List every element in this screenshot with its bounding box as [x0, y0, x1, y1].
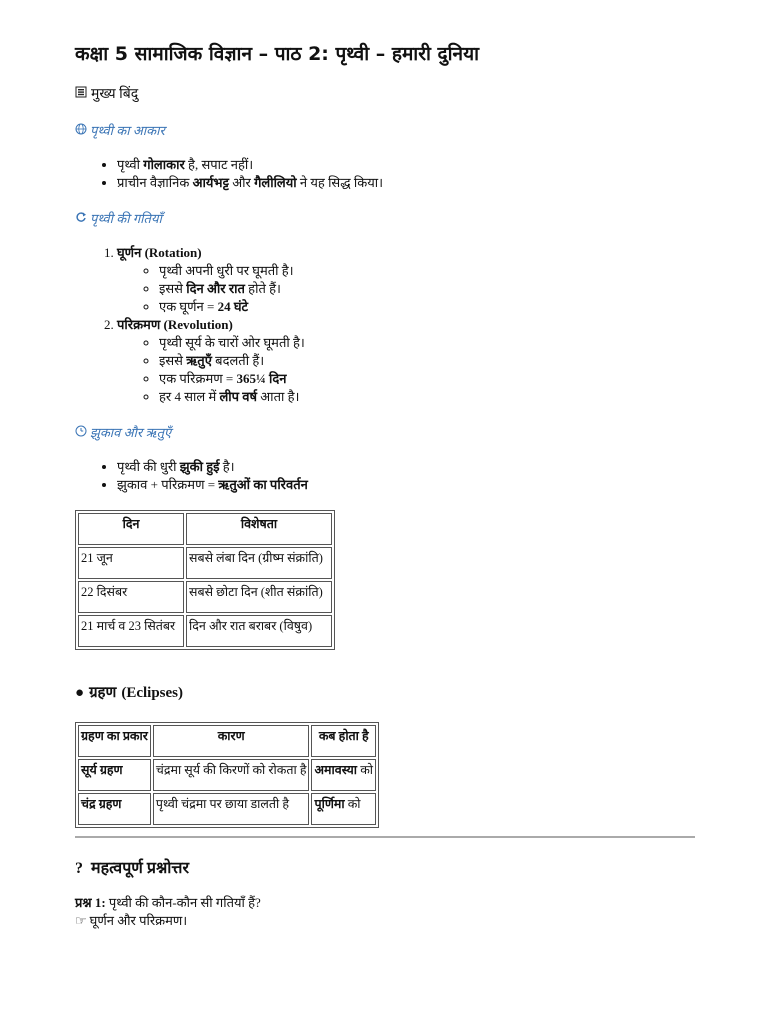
section-shape-heading: पृथ्वी का आकार	[75, 122, 695, 140]
section-tilt-heading: झुकाव और ऋतुएँ	[75, 424, 695, 442]
table-cell: सबसे लंबा दिन (ग्रीष्म संक्रांति)	[186, 547, 332, 579]
eclipse-table	[75, 722, 379, 828]
table-row	[78, 547, 332, 579]
table-row	[78, 793, 376, 825]
table-cell: पृथ्वी चंद्रमा पर छाया डालती है	[153, 793, 310, 825]
table-header: विशेषता	[186, 513, 332, 545]
table-cell: सूर्य ग्रहण	[78, 759, 151, 791]
list-item: ◦ एक घूर्णन = 24 घंटे	[159, 298, 695, 316]
table-cell: अमावस्या को	[311, 759, 376, 791]
table-cell: दिन और रात बराबर (विषुव)	[186, 615, 332, 647]
list-item: ◦ हर 4 साल में लीप वर्ष आता है।	[159, 388, 695, 406]
table-cell: 21 जून	[78, 547, 184, 579]
table-header: दिन	[78, 513, 184, 545]
list-item: • झुकाव + परिक्रमण = ऋतुओं का परिवर्तन	[117, 476, 695, 494]
qa-heading: ? महत्वपूर्ण प्रश्नोत्तर	[75, 860, 190, 877]
key-points-label: मुख्य बिंदु	[91, 87, 139, 102]
table-cell: चंद्र ग्रहण	[78, 793, 151, 825]
motions-list	[75, 244, 695, 406]
list-item: ◦ एक परिक्रमण = 365¼ दिन	[159, 370, 695, 388]
list-item: ◦ इससे दिन और रात होते हैं।	[159, 280, 695, 298]
clock-icon	[75, 424, 87, 442]
table-cell: 21 मार्च व 23 सितंबर	[78, 615, 184, 647]
list-item-revolution: 2. परिक्रमण (Revolution) ◦ पृथ्वी सूर्य के चारों ओर घूमती है। ◦ इससे ऋतुएँ बदलती हैं। ◦ एक परिक्रमण = 365¼ दिन ◦ हर 4 साल में लीप वर्ष आता है।	[117, 316, 695, 406]
list-icon	[75, 86, 87, 104]
list-item: • प्राचीन वैज्ञानिक आर्यभट्ट और गैलीलियो ने यह सिद्ध किया।	[117, 174, 695, 192]
shape-list	[75, 156, 695, 192]
table-cell: चंद्रमा सूर्य की किरणों को रोकता है	[153, 759, 310, 791]
list-item: ◦ पृथ्वी अपनी धुरी पर घूमती है।	[159, 262, 695, 280]
key-points-heading	[75, 86, 695, 104]
question-icon: ?	[75, 860, 83, 877]
page-title: कक्षा 5 सामाजिक विज्ञान – पाठ 2: पृथ्वी – हमारी दुनिया	[75, 43, 480, 65]
list-item: ◦ पृथ्वी सूर्य के चारों ओर घूमती है।	[159, 334, 695, 352]
question-1: प्रश्न 1: पृथ्वी की कौन-कौन सी गतियाँ हैं?	[75, 895, 261, 910]
bullet-icon: ●	[75, 685, 85, 701]
table-row	[78, 615, 332, 647]
table-row	[78, 581, 332, 613]
table-header-row	[78, 725, 376, 757]
table-row	[78, 759, 376, 791]
table-header: कारण	[153, 725, 310, 757]
document-page	[75, 40, 695, 930]
list-item: ◦ इससे ऋतुएँ बदलती हैं।	[159, 352, 695, 370]
table-header-row	[78, 513, 332, 545]
globe-icon	[75, 122, 87, 140]
eclipse-heading: ● ग्रहण (Eclipses)	[75, 685, 184, 701]
days-table	[75, 510, 335, 650]
answer-1: ☞ घूर्णन और परिक्रमण।	[75, 913, 188, 928]
list-item: • पृथ्वी गोलाकार है, सपाट नहीं।	[117, 156, 695, 174]
table-header: ग्रहण का प्रकार	[78, 725, 151, 757]
list-item: • पृथ्वी की धुरी झुकी हुई है।	[117, 458, 695, 476]
refresh-icon	[75, 210, 87, 228]
section-motions-heading: पृथ्वी की गतियाँ	[75, 210, 695, 228]
table-cell: सबसे छोटा दिन (शीत संक्रांति)	[186, 581, 332, 613]
table-cell: पूर्णिमा को	[311, 793, 376, 825]
tilt-list	[75, 458, 695, 494]
divider	[75, 836, 695, 838]
table-header: कब होता है	[311, 725, 376, 757]
pointing-hand-icon: ☞	[75, 913, 87, 928]
table-cell: 22 दिसंबर	[78, 581, 184, 613]
list-item-rotation: 1. घूर्णन (Rotation) ◦ पृथ्वी अपनी धुरी पर घूमती है। ◦ इससे दिन और रात होते हैं। ◦ एक घूर्णन = 24 घंटे	[117, 244, 695, 316]
